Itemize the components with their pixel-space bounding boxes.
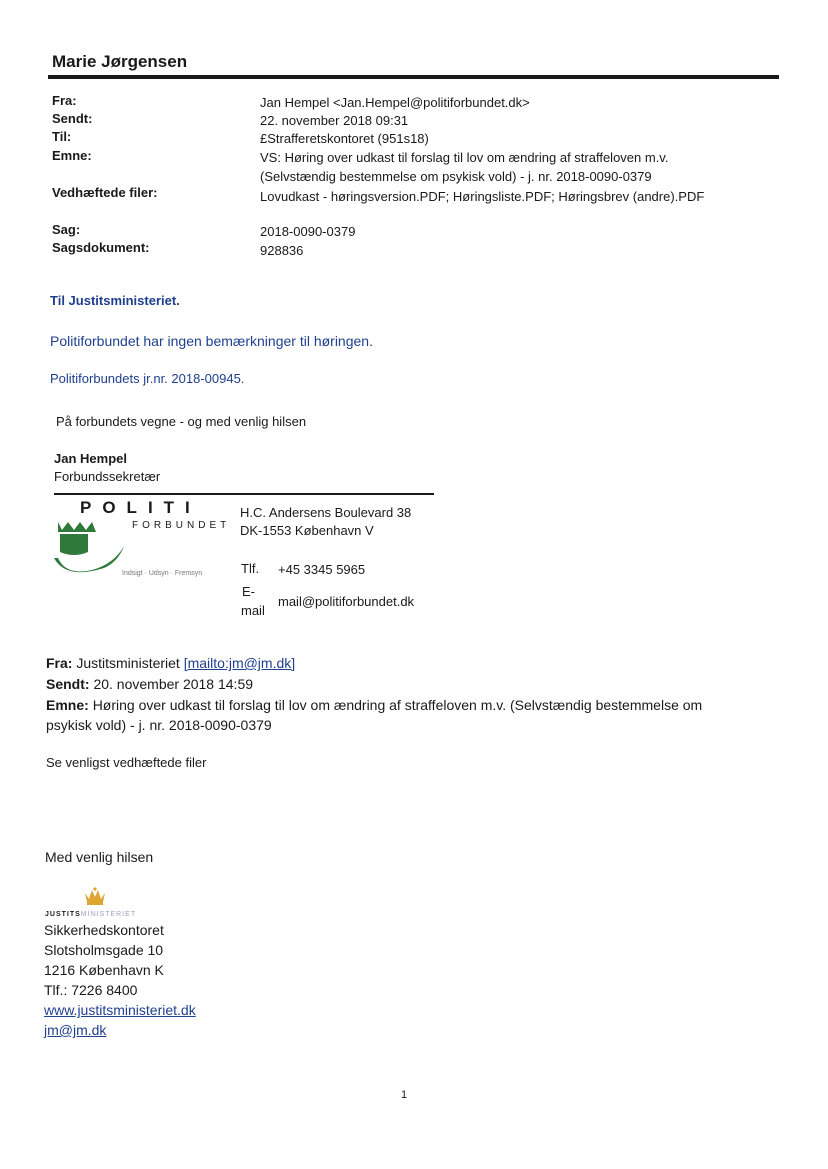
email-label-part1: E- — [242, 584, 255, 599]
address-line-2: DK-1553 København V — [240, 523, 374, 538]
body-paragraph-2: Politiforbundets jr.nr. 2018-00945. — [50, 371, 245, 386]
office-phone: Tlf.: 7226 8400 — [44, 982, 138, 998]
justitsministeriet-logo-text — [45, 911, 136, 918]
case-document-label: Sagsdokument: — [52, 240, 150, 255]
to-label: Til: — [52, 129, 72, 144]
phone-value: +45 3345 5965 — [278, 562, 366, 577]
case-label: Sag: — [52, 222, 81, 237]
signature-divider — [54, 493, 434, 495]
address-line-1: H.C. Andersens Boulevard 38 — [240, 505, 412, 520]
forwarded-sent-value: 20. november 2018 14:59 — [93, 676, 254, 692]
logo-word-justits: JUSTITS — [45, 911, 81, 918]
crown-emblem-icon — [52, 518, 128, 580]
closing-line: På forbundets vegne - og med venlig hilsen — [56, 414, 307, 429]
forwarded-subject-value-2: psykisk vold) - j. nr. 2018-0090-0379 — [46, 717, 272, 733]
forwarded-closing: Med venlig hilsen — [45, 849, 154, 865]
forwarded-sent-label: Sendt: — [46, 676, 90, 692]
subject-label: Emne: — [52, 148, 92, 163]
crown-icon — [83, 886, 107, 906]
greeting: Til Justitsministeriet. — [50, 293, 180, 308]
forwarded-subject-label: Emne: — [46, 697, 89, 713]
logo-motto: Indsigt · Udsyn · Fremsyn — [122, 570, 203, 577]
case-document-value: 928836 — [260, 243, 304, 258]
header-divider — [48, 75, 779, 79]
forwarded-from-value: Justitsministeriet — [76, 655, 184, 671]
website-link[interactable]: www.justitsministeriet.dk — [44, 1002, 196, 1018]
logo-word-forbundet: FORBUNDET — [132, 520, 231, 531]
mailto-link[interactable]: [mailto:jm@jm.dk] — [183, 655, 296, 671]
logo-word-ministeriet: MINISTERIET — [80, 911, 137, 918]
subject-value-line2: (Selvstændig bestemmelse om psykisk vold) - j. nr. 2018-0090-0379 — [260, 169, 652, 184]
forwarded-subject-value-1: Høring over udkast til forslag til lov om ændring af straffeloven m.v. (Selvstændig bestemmelse om — [92, 697, 703, 713]
forwarded-from-line — [46, 655, 295, 671]
email-link[interactable]: jm@jm.dk — [44, 1022, 107, 1038]
logo-word-politi: POLITI — [80, 498, 201, 517]
to-value: £Strafferetskontoret (951s18) — [260, 131, 429, 146]
phone-label: Tlf. — [241, 561, 260, 576]
office-city: 1216 København K — [44, 962, 164, 978]
subject-value-line1: VS: Høring over udkast til forslag til lov om ændring af straffeloven m.v. — [260, 150, 669, 165]
office-name: Sikkerhedskontoret — [44, 922, 164, 938]
page-number: 1 — [401, 1089, 408, 1101]
signer-name: Jan Hempel — [54, 451, 127, 466]
document-owner-name: Marie Jørgensen — [52, 52, 188, 71]
email-label-part2: mail — [241, 603, 265, 618]
forwarded-sent-line — [46, 676, 253, 692]
email-value: mail@politiforbundet.dk — [278, 594, 415, 609]
signer-title: Forbundssekretær — [54, 469, 161, 484]
office-street: Slotsholmsgade 10 — [44, 942, 164, 958]
forwarded-from-label: Fra: — [46, 655, 73, 671]
forwarded-body: Se venligst vedhæftede filer — [46, 755, 207, 770]
sent-value: 22. november 2018 09:31 — [260, 113, 409, 128]
from-value: Jan Hempel <Jan.Hempel@politiforbundet.dk> — [260, 95, 530, 110]
attachments-label: Vedhæftede filer: — [52, 185, 158, 200]
attachments-value: Lovudkast - høringsversion.PDF; Høringsliste.PDF; Høringsbrev (andre).PDF — [260, 189, 705, 204]
case-value: 2018-0090-0379 — [260, 224, 356, 239]
sent-label: Sendt: — [52, 111, 93, 126]
from-label: Fra: — [52, 93, 77, 108]
forwarded-subject-line1 — [46, 697, 702, 713]
body-paragraph-1: Politiforbundet har ingen bemærkninger til høringen. — [50, 333, 373, 349]
